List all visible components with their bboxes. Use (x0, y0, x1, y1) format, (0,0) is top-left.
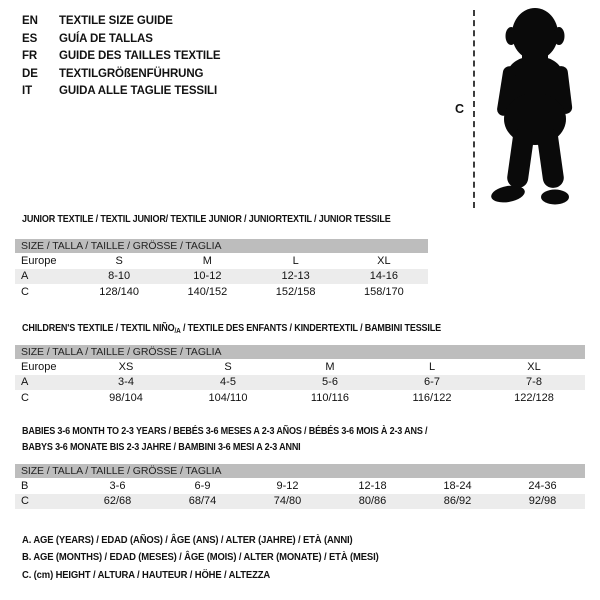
cell: 18-24 (443, 479, 472, 492)
baby-silhouette-icon (480, 6, 586, 210)
table-row (15, 494, 585, 510)
table-row (15, 390, 585, 406)
language-row (22, 66, 221, 84)
cell: 12-13 (281, 270, 310, 283)
cell: 9-12 (276, 479, 299, 492)
size-header-bar: SIZE / TALLA / TAILLE / GRÖSSE / TAGLIA (15, 345, 585, 359)
language-guide-title: GUÍA DE TALLAS (59, 32, 153, 45)
children-title-sub: /A (174, 326, 181, 335)
cell: 24-36 (528, 479, 557, 492)
babies-title-line2: BABYS 3-6 MONATE BIS 2-3 JAHRE / BAMBINI 3-6 MESI A 2-3 ANNI (22, 440, 301, 453)
cell: 12-18 (358, 479, 387, 492)
babies-table-title (22, 424, 427, 455)
junior-table-title: JUNIOR TEXTILE / TEXTIL JUNIOR/ TEXTILE JUNIOR / JUNIORTEXTIL / JUNIOR TESSILE (22, 213, 391, 225)
row-label: A (21, 270, 29, 283)
babies-title-line1: BABIES 3-6 MONTH TO 2-3 YEARS / BEBÉS 3-6 MESES A 2-3 AÑOS / BÉBÉS 3-6 MOIS À 2-3 ANS / (22, 425, 428, 437)
cell: 10-12 (193, 270, 222, 283)
footnote-age-months: B. AGE (MONTHS) / EDAD (MESES) / ÂGE (MOIS) / ALTER (MONATE) / ETÀ (MESI) (22, 551, 379, 564)
cell: 140/152 (187, 285, 228, 298)
cell: 104/110 (208, 391, 248, 404)
cell: XS (118, 360, 134, 373)
language-row (22, 31, 221, 49)
language-row (22, 48, 221, 66)
table-row (15, 478, 585, 494)
footnote-height-cm: C. (cm) HEIGHT / ALTURA / HAUTEUR / HÖHE / ALTEZZA (22, 568, 271, 581)
cell: 86/92 (443, 495, 472, 508)
row-label: A (21, 376, 29, 389)
table-row (15, 375, 585, 391)
table-row (15, 359, 585, 375)
row-label: Europe (21, 254, 57, 267)
children-title-post: / TEXTILE DES ENFANTS / KINDERTEXTIL / BAMBINI TESSILE (180, 322, 441, 334)
cell: 6-7 (424, 376, 440, 389)
language-row (22, 13, 221, 31)
cell: 6-9 (194, 479, 211, 492)
language-code: EN (22, 15, 38, 27)
language-guide-title: GUIDA ALLE TAGLIE TESSILI (59, 85, 218, 97)
language-code: DE (22, 67, 38, 80)
children-size-table (15, 345, 585, 406)
cell: 116/122 (412, 391, 452, 404)
cell: S (115, 254, 123, 267)
cell: 92/98 (528, 495, 557, 508)
children-title-pre: CHILDREN'S TEXTILE / TEXTIL NIÑO (22, 322, 175, 334)
height-dimension-label: C (455, 102, 465, 116)
cell: 62/68 (103, 495, 132, 508)
row-label: C (21, 391, 29, 404)
cell: 4-5 (220, 376, 236, 389)
cell: L (428, 360, 436, 373)
size-header-bar: SIZE / TALLA / TAILLE / GRÖSSE / TAGLIA (15, 464, 585, 478)
cell: 158/170 (363, 285, 404, 298)
language-code: ES (22, 32, 38, 45)
babies-size-table (15, 464, 585, 509)
cell: S (224, 360, 232, 373)
legend-footnotes (22, 532, 379, 584)
cell: 128/140 (99, 285, 139, 298)
row-label: C (21, 495, 29, 508)
cell: XL (377, 254, 391, 267)
table-row (15, 253, 428, 269)
size-header-bar: SIZE / TALLA / TAILLE / GRÖSSE / TAGLIA (15, 239, 428, 253)
language-guide-title: TEXTILE SIZE GUIDE (59, 15, 173, 27)
junior-size-table (15, 239, 428, 300)
cell: L (292, 254, 299, 267)
cell: 5-6 (322, 376, 338, 389)
cell: 8-10 (108, 270, 131, 283)
cell: 3-4 (118, 376, 134, 389)
cell: M (202, 254, 212, 267)
height-dashed-line (473, 10, 475, 208)
language-title-list (22, 13, 221, 101)
cell: 152/158 (275, 285, 316, 298)
cell: M (325, 360, 335, 373)
cell: 3-6 (109, 479, 126, 492)
language-code: IT (22, 85, 33, 97)
cell: 80/86 (358, 495, 387, 508)
cell: 74/80 (273, 495, 302, 508)
row-label: B (21, 479, 29, 492)
language-guide-title: TEXTILGRÖßENFÜHRUNG (59, 67, 204, 80)
row-label: C (21, 285, 29, 298)
language-code: FR (22, 50, 38, 62)
cell: 7-8 (526, 376, 542, 389)
cell: 14-16 (369, 270, 398, 283)
cell: XL (527, 360, 541, 373)
table-row (15, 269, 428, 285)
cell: 98/104 (109, 391, 143, 404)
cell: 122/128 (514, 391, 554, 404)
language-guide-title: GUIDE DES TAILLES TEXTILE (59, 50, 221, 62)
children-table-title (22, 322, 441, 335)
row-label: Europe (21, 360, 57, 373)
cell: 110/116 (310, 391, 350, 404)
footnote-age-years: A. AGE (YEARS) / EDAD (AÑOS) / ÂGE (ANS) / ALTER (JAHRE) / ETÀ (ANNI) (22, 534, 353, 546)
table-row (15, 284, 428, 300)
language-row (22, 83, 221, 101)
height-measure-figure (446, 6, 588, 214)
cell: 68/74 (188, 495, 217, 508)
